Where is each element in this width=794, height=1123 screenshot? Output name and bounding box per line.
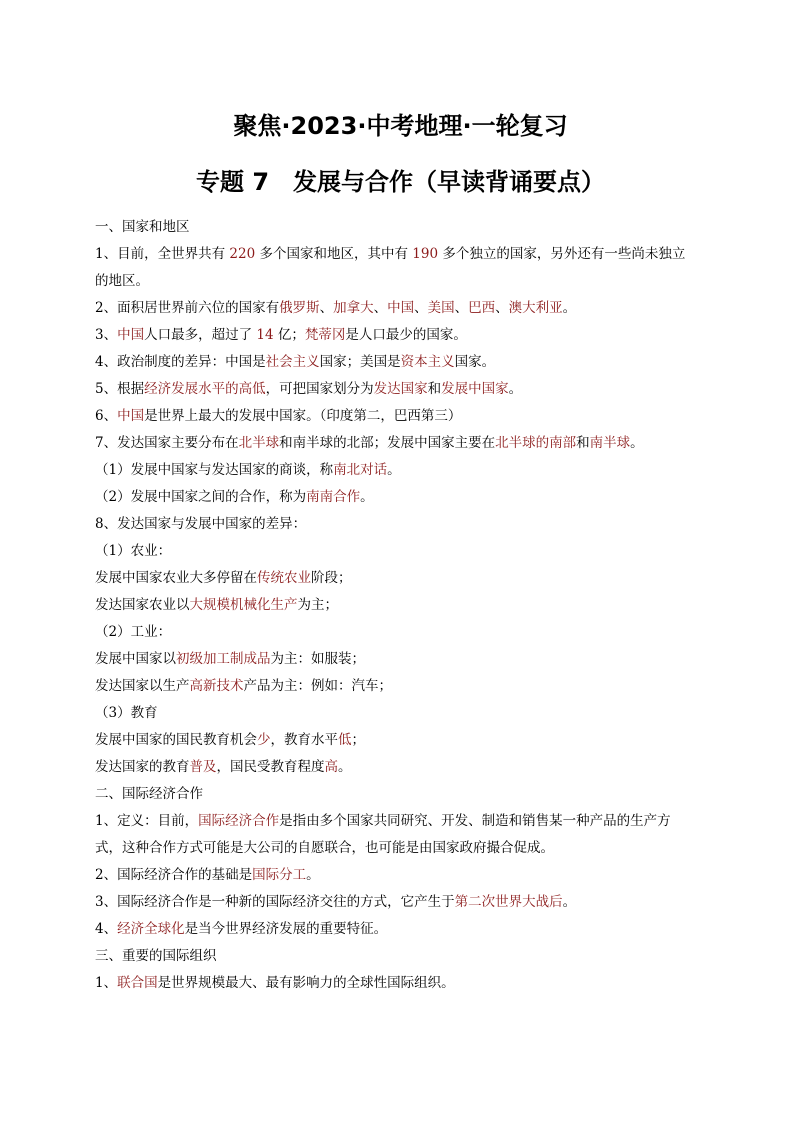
- text-line: [95, 970, 706, 997]
- text-segment: 和: [427, 381, 442, 397]
- highlighted-term: 低: [338, 732, 352, 748]
- text-segment: 6、: [95, 408, 118, 424]
- text-segment: 发展中国家农业大多停留在: [95, 570, 257, 586]
- text-segment: ，可把国家划分为: [265, 381, 374, 397]
- highlighted-term: 14: [256, 327, 274, 343]
- page-subtitle: 专题 7 发展与合作（早读背诵要点）: [195, 168, 606, 196]
- text-segment: 2、面积居世界前六位的国家有: [95, 300, 280, 316]
- text-segment: 、: [454, 300, 469, 316]
- text-segment: 发达国家以生产: [95, 678, 190, 694]
- text-line: [95, 754, 706, 781]
- text-segment: 发展中国家以: [95, 651, 176, 667]
- page-title: 聚焦·2023·中考地理·一轮复习: [233, 112, 568, 140]
- text-segment: 1、: [95, 975, 118, 991]
- highlighted-term: 南半球: [589, 435, 631, 451]
- highlighted-term: 经济发展水平的高低: [144, 381, 266, 397]
- text-line: [95, 268, 706, 295]
- text-line: [95, 484, 706, 511]
- highlighted-term: 经济全球化: [117, 921, 185, 937]
- text-segment: ，教育水平: [270, 732, 338, 748]
- highlighted-term: 传统农业: [257, 570, 311, 586]
- highlighted-term: 第二次世界大战后: [454, 894, 563, 910]
- document-body: [95, 214, 706, 997]
- text-segment: 是世界规模最大、最有影响力的全球性国际组织。: [157, 975, 455, 991]
- text-segment: 多个国家和地区，其中有: [255, 246, 413, 262]
- highlighted-term: 中国: [117, 327, 145, 343]
- highlighted-term: 中国: [387, 300, 415, 316]
- highlighted-term: 发达国家: [373, 381, 428, 397]
- highlighted-term: 190: [412, 246, 439, 262]
- text-line: [95, 727, 706, 754]
- text-line: [95, 646, 706, 673]
- text-segment: 、: [495, 300, 509, 316]
- text-segment: 4、: [95, 921, 118, 937]
- highlighted-term: 中国: [117, 408, 145, 424]
- highlighted-term: 美国: [427, 300, 455, 316]
- text-segment: 三、重要的国际组织: [95, 948, 217, 964]
- highlighted-term: 南南合作: [306, 489, 361, 505]
- text-segment: 8、发达国家与发展中国家的差异：: [95, 516, 307, 532]
- text-segment: 的地区。: [95, 273, 149, 289]
- text-segment: 1、定义：目前，: [95, 813, 199, 829]
- text-segment: 国家；美国是: [319, 354, 401, 370]
- text-segment: 阶段；: [311, 570, 352, 586]
- text-line: [95, 592, 706, 619]
- text-segment: 3、国际经济合作是一种新的国际经济交往的方式，它产生于: [95, 894, 455, 910]
- text-segment: 是世界上最大的发展中国家。（印度第二，巴西第三）: [144, 408, 462, 424]
- text-segment: 。: [387, 462, 401, 478]
- text-segment: 发展中国家的国民教育机会: [95, 732, 257, 748]
- highlighted-term: 初级加工制成品: [176, 651, 271, 667]
- text-segment: 。: [630, 435, 644, 451]
- text-line: [95, 619, 706, 646]
- text-segment: 。: [360, 489, 374, 505]
- text-line: [95, 322, 706, 349]
- text-segment: （2）发展中国家之间的合作，称为: [95, 489, 307, 505]
- text-line: [95, 673, 706, 700]
- text-line: [95, 835, 706, 862]
- text-segment: 3、: [95, 327, 118, 343]
- text-line: [95, 430, 706, 457]
- highlighted-term: 巴西: [468, 300, 496, 316]
- text-segment: 。: [562, 894, 577, 910]
- highlighted-term: 俄罗斯: [279, 300, 320, 316]
- text-line: [95, 565, 706, 592]
- text-segment: 是当今世界经济发展的重要特征。: [184, 921, 388, 937]
- text-segment: 、: [373, 300, 388, 316]
- text-line: [95, 916, 706, 943]
- text-segment: 4、政治制度的差异：中国是: [95, 354, 266, 370]
- highlighted-term: 220: [229, 246, 256, 262]
- highlighted-term: 北半球的南部: [495, 435, 577, 451]
- highlighted-term: 普及: [189, 759, 217, 775]
- text-segment: （1）发展中国家与发达国家的商谈，称: [95, 462, 334, 478]
- text-segment: 多个独立的国家，另外还有一些尚未独立: [438, 246, 686, 262]
- text-segment: 2、国际经济合作的基础是: [95, 867, 253, 883]
- highlighted-term: 社会主义: [265, 354, 320, 370]
- text-segment: 为主：如服装；: [270, 651, 365, 667]
- text-line: [95, 214, 706, 241]
- highlighted-term: 高新技术: [189, 678, 244, 694]
- text-segment: 国家。: [454, 354, 496, 370]
- text-segment: 。: [338, 759, 352, 775]
- text-segment: 、: [414, 300, 428, 316]
- text-line: [95, 700, 706, 727]
- text-segment: 1、目前，全世界共有: [95, 246, 230, 262]
- text-line: [95, 241, 706, 268]
- text-segment: 和: [576, 435, 590, 451]
- highlighted-term: 联合国: [117, 975, 158, 991]
- text-segment: 是人口最少的国家。: [345, 327, 467, 343]
- text-segment: 。: [306, 867, 320, 883]
- highlighted-term: 资本主义: [400, 354, 455, 370]
- text-segment: 人口最多，超过了: [144, 327, 257, 343]
- text-line: [95, 538, 706, 565]
- text-line: [95, 295, 706, 322]
- text-segment: 为主；: [297, 597, 338, 613]
- text-segment: ，国民受教育程度: [216, 759, 325, 775]
- highlighted-term: 国际经济合作: [198, 813, 280, 829]
- highlighted-term: 澳大利亚: [508, 300, 563, 316]
- text-segment: 5、根据: [95, 381, 145, 397]
- text-line: [95, 457, 706, 484]
- text-line: [95, 862, 706, 889]
- text-segment: 7、发达国家主要分布在: [95, 435, 239, 451]
- highlighted-term: 加拿大: [333, 300, 374, 316]
- text-segment: 产品为主：例如：汽车；: [243, 678, 392, 694]
- highlighted-term: 高: [324, 759, 338, 775]
- text-line: [95, 943, 706, 970]
- text-segment: 发达国家农业以: [95, 597, 190, 613]
- text-segment: （3）教育: [95, 705, 158, 721]
- text-line: [95, 349, 706, 376]
- highlighted-term: 国际分工: [252, 867, 307, 883]
- highlighted-term: 北半球: [238, 435, 280, 451]
- text-line: [95, 781, 706, 808]
- highlighted-term: 梵蒂冈: [304, 327, 346, 343]
- text-segment: 。: [562, 300, 577, 316]
- text-segment: 二、国际经济合作: [95, 786, 203, 802]
- highlighted-term: 大规模机械化生产: [189, 597, 298, 613]
- text-segment: 、: [319, 300, 334, 316]
- text-line: [95, 376, 706, 403]
- text-line: [95, 808, 706, 835]
- text-segment: 是指由多个国家共同研究、开发、制造和销售某一种产品的生产方: [279, 813, 671, 829]
- text-segment: 和南半球的北部；发展中国家主要在: [279, 435, 496, 451]
- text-segment: 一、国家和地区: [95, 219, 190, 235]
- text-segment: 亿；: [273, 327, 305, 343]
- text-line: [95, 403, 706, 430]
- highlighted-term: 少: [257, 732, 271, 748]
- text-segment: 式，这种合作方式可能是大公司的自愿联合，也可能是由国家政府撮合促成。: [95, 840, 554, 856]
- highlighted-term: 发展中国家: [441, 381, 509, 397]
- text-segment: 发达国家的教育: [95, 759, 190, 775]
- text-segment: （2）工业：: [95, 624, 172, 640]
- text-segment: （1）农业：: [95, 543, 172, 559]
- text-line: [95, 889, 706, 916]
- highlighted-term: 南北对话: [333, 462, 388, 478]
- text-segment: ；: [351, 732, 365, 748]
- text-line: [95, 511, 706, 538]
- text-segment: 。: [508, 381, 523, 397]
